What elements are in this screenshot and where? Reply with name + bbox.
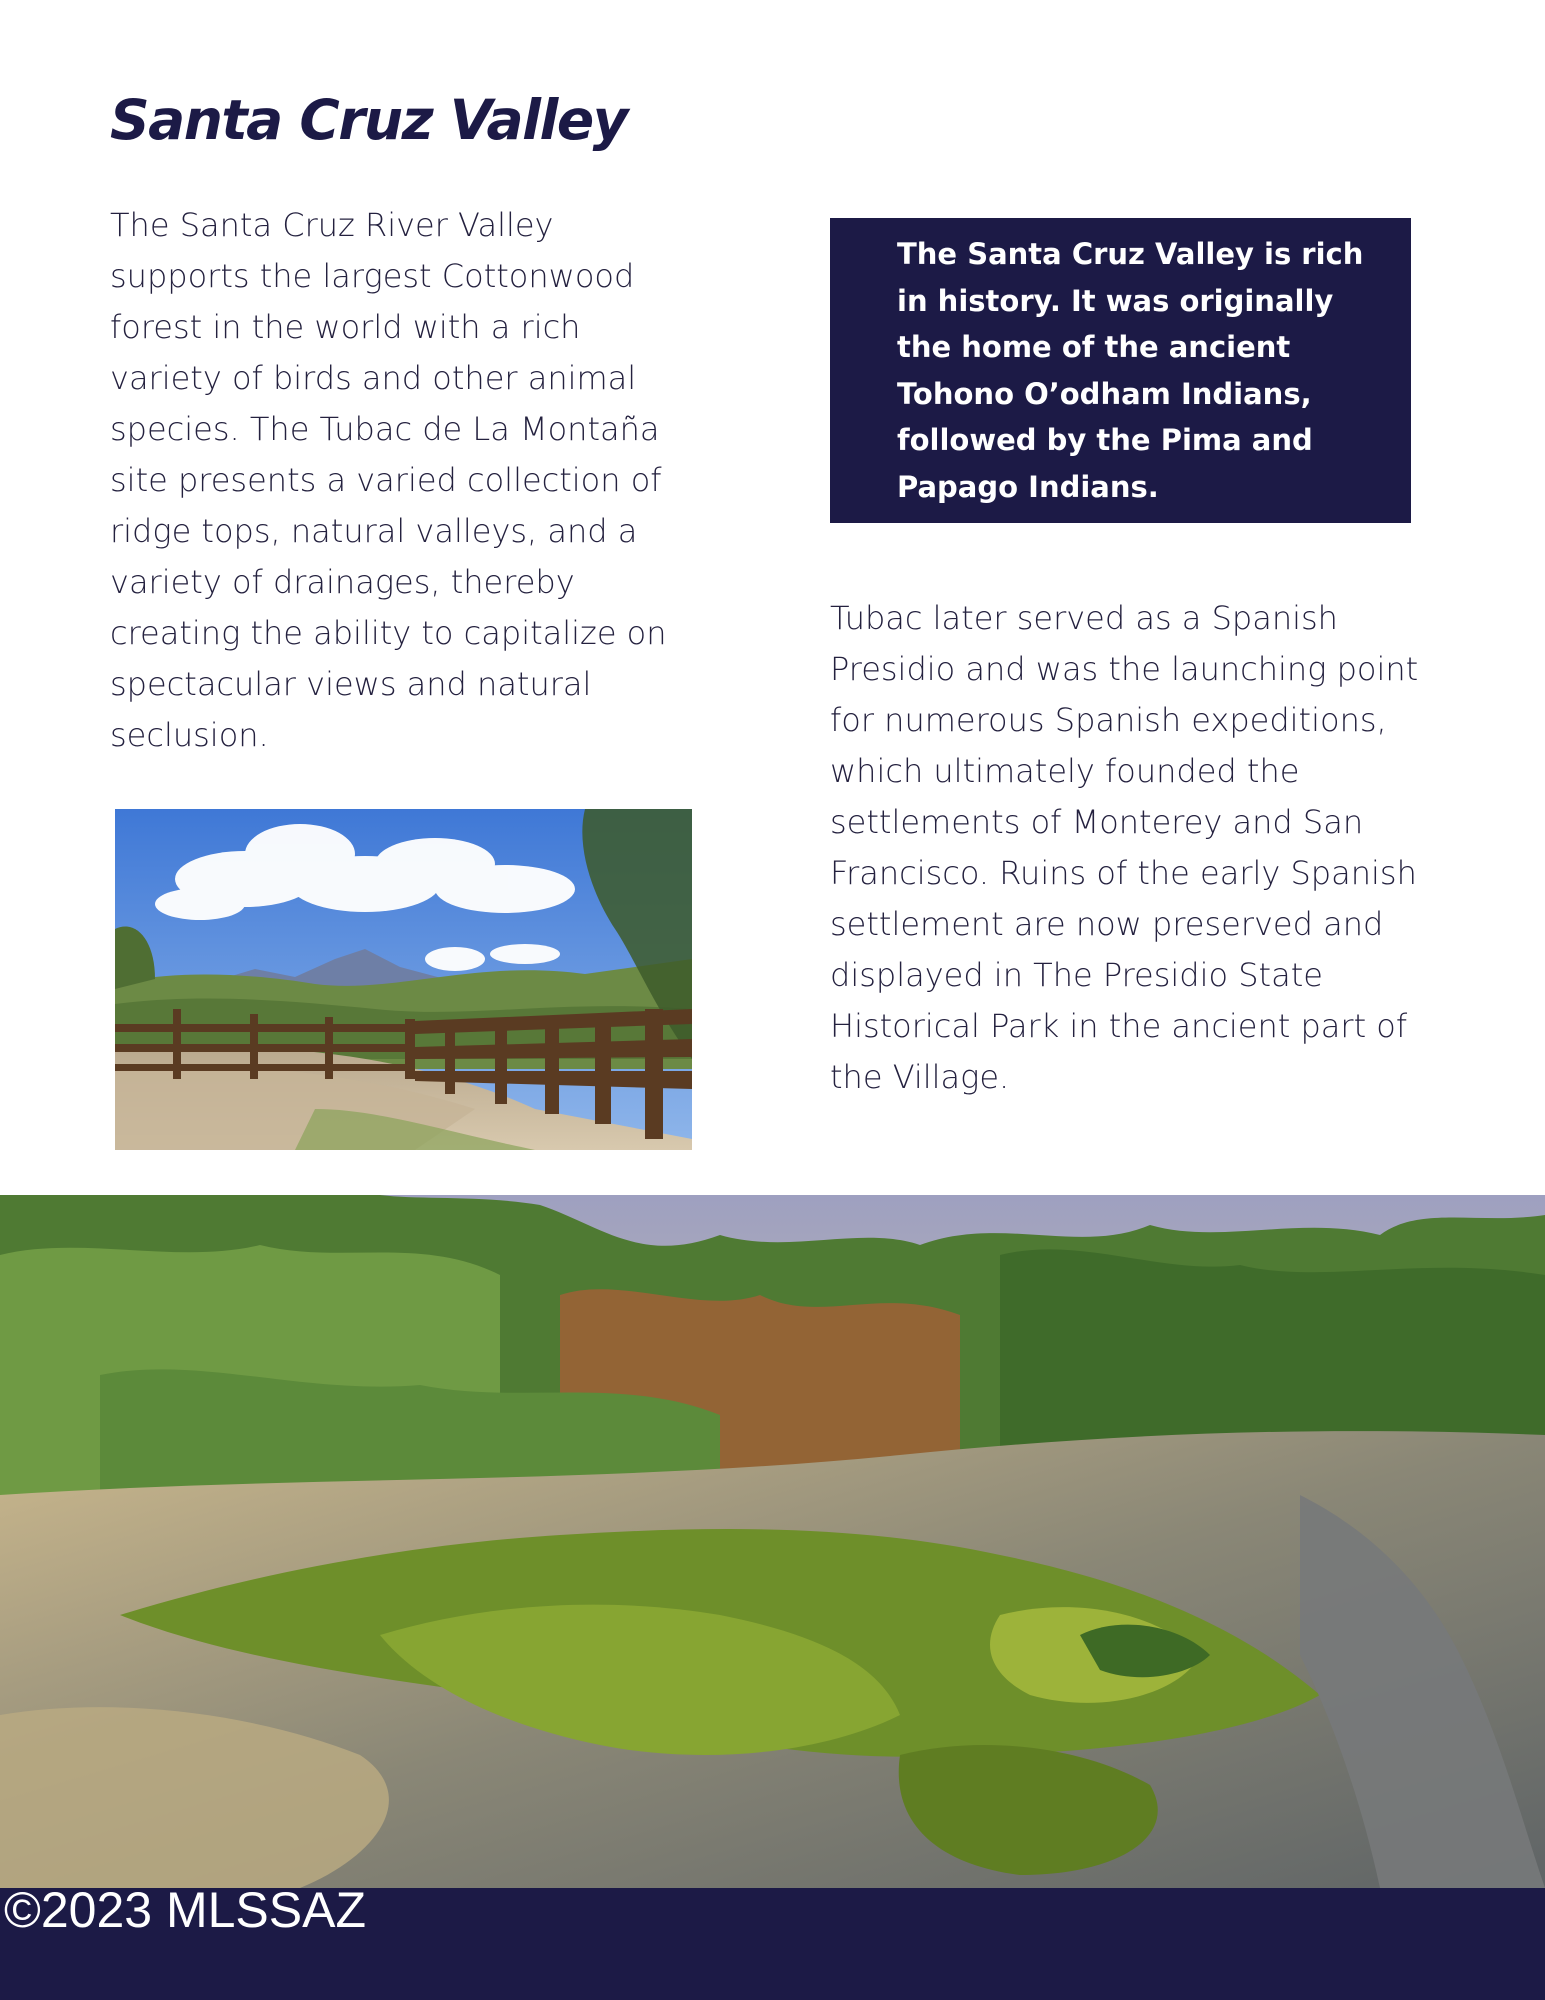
river-moss-photo xyxy=(0,1195,1545,1888)
history-paragraph: Tubac later served as a Spanish Presidio and was the launching point for numerous Spanish expeditions, which ultimately founded the settlements of Monterey and San Francisco. Ruins of the early Spanish settlement are now preserved and displayed in The Presidio State Historical Park in the ancient part of the Village. xyxy=(830,599,1419,1096)
fence-landscape-photo xyxy=(115,809,692,1150)
intro-paragraph: The Santa Cruz River Valley supports the largest Cottonwood forest in the world with a rich variety of birds and other animal species. The Tubac de La Montaña site presents a varied collection of ridge tops, natural valleys, and a variety of drainages, thereby creating the ability to capitalize on spectacular views and natural seclusion. xyxy=(110,206,667,754)
highlight-quote: The Santa Cruz Valley is rich in history. It was originally the home of the ancient Tohono O’odham Indians, followed by the Pima and Papago Indians. xyxy=(897,237,1364,504)
highlight-box xyxy=(830,218,1411,523)
copyright-text: ©2023 MLSSAZ xyxy=(4,1882,367,1938)
page-title: Santa Cruz Valley xyxy=(110,88,628,152)
